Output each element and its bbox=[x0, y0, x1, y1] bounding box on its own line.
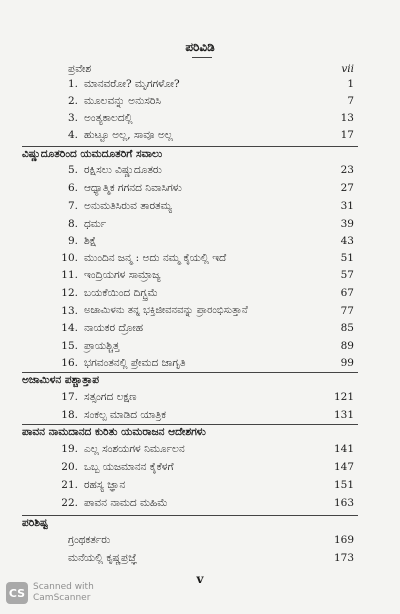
toc-entry-page: 85 bbox=[340, 322, 354, 334]
section-heading: ಪರಿಶಿಷ್ಟ bbox=[22, 517, 48, 529]
toc-entry-page: 151 bbox=[333, 479, 354, 491]
toc-entry bbox=[0, 322, 400, 336]
toc-entry-number: 9. bbox=[67, 235, 78, 247]
watermark-line1: Scanned with bbox=[33, 582, 94, 592]
toc-entry-number: 12. bbox=[61, 287, 78, 299]
toc-entry-number: 15. bbox=[61, 340, 78, 352]
toc-entry-label: ಪಾವನ ನಾಮದ ಮಹಿಮೆ bbox=[84, 497, 168, 509]
toc-entry bbox=[0, 305, 400, 319]
toc-entry-number: 5. bbox=[67, 164, 78, 176]
section-divider bbox=[22, 146, 358, 147]
toc-entry-number: 11. bbox=[61, 269, 78, 281]
toc-entry-page: 1 bbox=[347, 78, 354, 90]
toc-entry bbox=[0, 340, 400, 354]
toc-entry-number: 14. bbox=[61, 322, 78, 334]
toc-entry-label: ಒಬ್ಬ ಯಜಮಾನನ ಕೈಕೆಳಗೆ bbox=[84, 461, 174, 473]
toc-entry-number: 19. bbox=[61, 443, 78, 455]
toc-entry-number: 13. bbox=[61, 305, 78, 317]
toc-entry-number: 6. bbox=[67, 182, 78, 194]
toc-entry-page: 131 bbox=[333, 409, 354, 421]
toc-entry-label: ಬಯಕೆಯಿಂದ ದಿಗ್ಭ್ರಮೆ bbox=[84, 287, 158, 299]
toc-entry-number: 1. bbox=[67, 78, 78, 90]
toc-entry-number: 2. bbox=[67, 95, 78, 107]
toc-entry-page: 39 bbox=[340, 218, 354, 230]
toc-entry bbox=[0, 78, 400, 92]
section-heading: ವಿಷ್ಣುದೂತರಿಂದ ಯಮದೂತರಿಗೆ ಸವಾಲು bbox=[22, 148, 163, 160]
toc-entry bbox=[0, 287, 400, 301]
toc-entry-number: 22. bbox=[61, 497, 78, 509]
toc-entry-label: ಪ್ರವೇಶ bbox=[68, 63, 92, 75]
toc-entry-label: ಮಾನವರೋ? ಮೃಗಗಳೋ? bbox=[84, 78, 180, 90]
toc-entry-page: vii bbox=[341, 63, 354, 75]
section-heading: ಅಜಾಮಿಳನ ಪಶ್ಚಾತ್ತಾಪ bbox=[22, 374, 100, 386]
toc-entry-label: ಹುಟ್ಟೂ ಅಲ್ಲ, ಸಾವೂ ಅಲ್ಲ bbox=[84, 129, 173, 141]
toc-entry-number: 20. bbox=[61, 461, 78, 473]
toc-entry-page: 147 bbox=[333, 461, 354, 473]
toc-entry-page: 163 bbox=[333, 497, 354, 509]
page-number: v bbox=[196, 572, 204, 586]
toc-entry-page: 7 bbox=[347, 95, 354, 107]
toc-entry-number: 18. bbox=[61, 409, 78, 421]
toc-entry-label: ಅಜಾಮಿಳನು ತನ್ನ ಭಕ್ತಿಜೀವನವನ್ನು ಪ್ರಾರಂಭಿಸುತ್ತಾನೆ bbox=[84, 305, 248, 316]
toc-entry-number: 3. bbox=[67, 112, 78, 124]
toc-entry bbox=[0, 129, 400, 143]
toc-entry-number: 21. bbox=[61, 479, 78, 491]
toc-entry-page: 27 bbox=[340, 182, 354, 194]
toc-entry bbox=[0, 218, 400, 232]
toc-entry-number: 10. bbox=[61, 252, 78, 264]
toc-entry bbox=[0, 235, 400, 249]
toc-entry-label: ಮನೆಯಲ್ಲಿ ಕೃಷ್ಣಪ್ರಜ್ಞೆ bbox=[68, 552, 138, 564]
watermark-text bbox=[33, 582, 94, 604]
toc-entry-label: ಸಂಕಲ್ಪ ಮಾಡಿದ ಯಾತ್ರಿಕ bbox=[84, 409, 167, 421]
toc-entry bbox=[0, 95, 400, 109]
toc-entry-number: 7. bbox=[67, 200, 78, 212]
toc-entry bbox=[0, 164, 400, 178]
toc-entry-label: ಗ್ರಂಥಕರ್ತರು bbox=[68, 534, 111, 546]
toc-entry-appendix bbox=[0, 534, 400, 548]
toc-entry-page: 57 bbox=[340, 269, 354, 281]
toc-entry bbox=[0, 200, 400, 214]
section-heading: ಪಾವನ ನಾಮದಾನದ ಕುರಿತು ಯಮರಾಜನ ಆದೇಶಗಳು bbox=[22, 426, 206, 438]
toc-entry-page: 17 bbox=[340, 129, 354, 141]
page-title: ಪರಿವಿಡಿ bbox=[185, 40, 215, 54]
toc-entry-page: 51 bbox=[340, 252, 354, 264]
watermark-line2: CamScanner bbox=[33, 593, 91, 603]
toc-entry bbox=[0, 409, 400, 423]
toc-entry bbox=[0, 497, 400, 511]
toc-entry-page: 13 bbox=[340, 112, 354, 124]
toc-entry bbox=[0, 269, 400, 283]
toc-entry bbox=[0, 479, 400, 493]
toc-entry-label: ಸತ್ಸಂಗದ ಲಕ್ಷಣ bbox=[84, 391, 137, 403]
toc-entry-label: ನಾಯಕರ ದ್ರೋಹ bbox=[84, 322, 144, 334]
toc-entry-number: 8. bbox=[67, 218, 78, 230]
toc-entry-label: ಭಗವಂತನಲ್ಲಿ ಪ್ರೇಮದ ಜಾಗೃತಿ bbox=[84, 357, 186, 369]
toc-entry-page: 23 bbox=[340, 164, 354, 176]
toc-entry-preface bbox=[0, 63, 400, 77]
toc-entry-page: 43 bbox=[340, 235, 354, 247]
toc-entry-page: 121 bbox=[333, 391, 354, 403]
toc-entry-label: ಧರ್ಮ bbox=[84, 218, 107, 230]
toc-entry bbox=[0, 112, 400, 126]
toc-entry-number: 4. bbox=[67, 129, 78, 141]
toc-entry-label: ಪ್ರಾಯಶ್ಚಿತ್ತ bbox=[84, 340, 120, 352]
section-divider bbox=[22, 424, 358, 425]
toc-entry-page: 67 bbox=[340, 287, 354, 299]
toc-entry-page: 141 bbox=[333, 443, 354, 455]
toc-entry-page: 77 bbox=[340, 305, 354, 317]
toc-entry-page: 173 bbox=[333, 552, 354, 564]
section-divider bbox=[22, 372, 358, 373]
toc-entry bbox=[0, 443, 400, 457]
toc-entry-label: ಆಧ್ಯಾತ್ಮಿಕ ಗಗನದ ನಿವಾಸಿಗಳು bbox=[84, 182, 182, 194]
toc-entry bbox=[0, 461, 400, 475]
section-divider bbox=[22, 515, 358, 516]
toc-entry-page: 31 bbox=[340, 200, 354, 212]
toc-entry-number: 17. bbox=[61, 391, 78, 403]
toc-entry-label: ಎಲ್ಲ ಸಂಶಯಗಳ ನಿರ್ಮೂಲನ bbox=[84, 443, 185, 455]
toc-entry bbox=[0, 182, 400, 196]
toc-entry-page: 99 bbox=[340, 357, 354, 369]
title-underline bbox=[192, 57, 212, 58]
toc-entry-label: ಶಿಕ್ಷೆ bbox=[84, 235, 97, 247]
toc-entry-label: ಇಂದ್ರಿಯಗಳ ಸಾಮ್ರಾಜ್ಯ bbox=[84, 269, 161, 281]
toc-entry-page: 89 bbox=[340, 340, 354, 352]
toc-entry bbox=[0, 357, 400, 371]
toc-entry-label: ಅನುಮತಿಸಿರುವ ತಾರತಮ್ಯ bbox=[84, 200, 173, 212]
toc-entry-label: ರಹಸ್ಯ ಜ್ಞಾನ bbox=[84, 479, 126, 491]
toc-entry-page: 169 bbox=[333, 534, 354, 546]
toc-entry bbox=[0, 252, 400, 266]
camscanner-logo-icon: CS bbox=[6, 582, 28, 604]
toc-entry-number: 16. bbox=[61, 357, 78, 369]
toc-entry-label: ಅಂತ್ಯಕಾಲದಲ್ಲಿ bbox=[84, 112, 133, 124]
toc-entry-appendix bbox=[0, 552, 400, 566]
toc-entry bbox=[0, 391, 400, 405]
scanner-watermark bbox=[6, 582, 94, 604]
toc-entry-label: ರಕ್ಷಿಸಲು ವಿಷ್ಣುದೂತರು bbox=[84, 164, 162, 176]
toc-entry-label: ಮುಂದಿನ ಜನ್ಮ : ಅದು ನಮ್ಮ ಕೈಯಲ್ಲಿ ಇದೆ bbox=[84, 252, 227, 264]
toc-entry-label: ಮೂಲವನ್ನು ಅನುಸರಿಸಿ bbox=[84, 95, 161, 107]
